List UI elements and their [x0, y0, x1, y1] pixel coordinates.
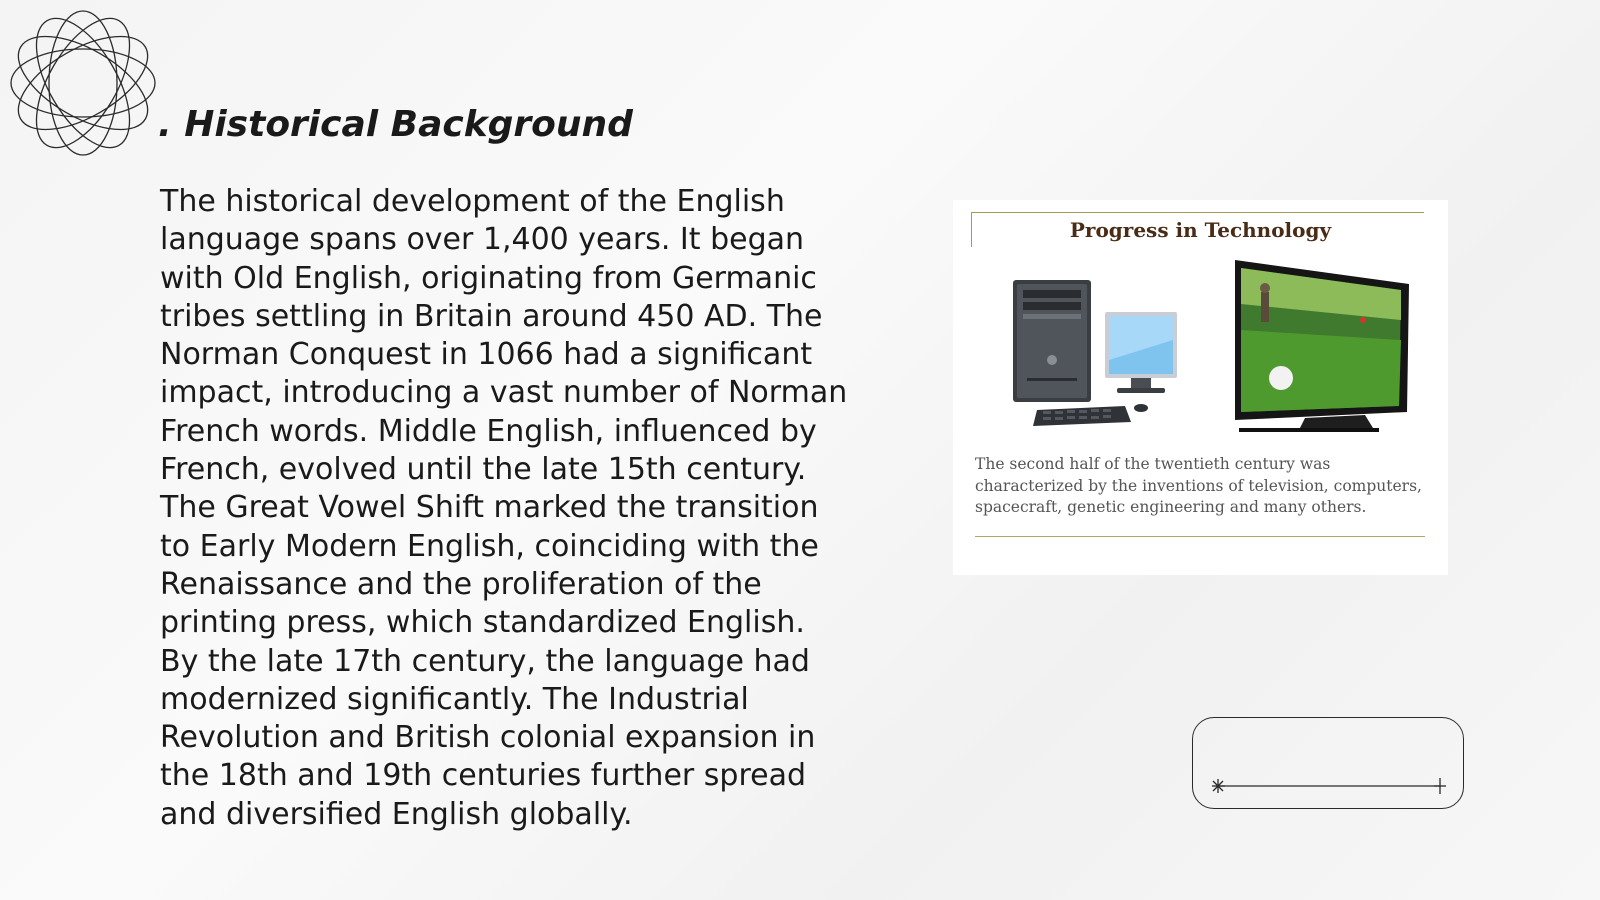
technology-figure	[953, 200, 1448, 575]
figure-bottom-rule	[975, 536, 1425, 537]
desktop-computer-icon	[1013, 280, 1177, 426]
figure-caption: The second half of the twentieth century was characterized by the inventions of television, computers, spacecraft, genetic engineering and many others.	[975, 455, 1422, 516]
sparkle-icon	[1434, 778, 1446, 794]
slide-body-text: The historical development of the English language spans over 1,400 years. It began with Old English, originating from Germanic tribes settling in Britain around 450 AD. The Norman Conquest in 1066 had a significant impact, introducing a vast number of Norman French words. Middle English, influenced by French, evolved until the late 15th century. The Great Vowel Shift marked the transition to Early Modern English, coinciding with the Renaissance and the proliferation of the printing press, which standardized English. By the late 17th century, the language had modernized significantly. The Industrial Revolution and British colonial expansion in the 18th and 19th centuries further spread and diversified English globally.	[160, 184, 848, 832]
decorative-rounded-box	[1192, 717, 1464, 809]
flat-screen-tv-icon	[1235, 260, 1409, 432]
starburst-icon	[1212, 779, 1225, 793]
slide-title: . Historical Background	[158, 104, 633, 145]
figure-title: Progress in Technology	[1069, 218, 1332, 242]
figure-illustration	[1013, 260, 1433, 440]
orbital-rings-icon	[8, 8, 158, 158]
decorative-star-line	[1212, 778, 1456, 794]
